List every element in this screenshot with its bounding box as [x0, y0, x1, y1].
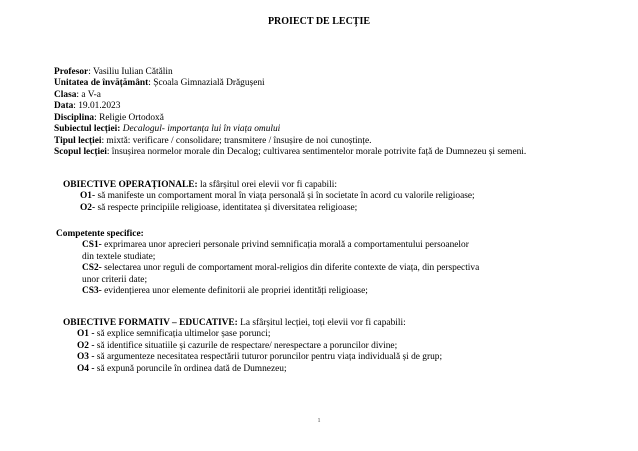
competence-item-cont: din textele studiate; — [82, 251, 156, 262]
info-data: Data: 19.01.2023 — [54, 101, 121, 112]
operational-heading-line: OBIECTIVE OPERAȚIONALE: la sfârșitul orei elevii vor fi capabili: — [63, 180, 337, 190]
info-tipul: Tipul lecției: mixtă: verificare / consolidare; transmitere / însușire de noi cunoștințe. — [54, 135, 372, 146]
formative-item: O4 - să expună poruncile în ordinea dată de Dumnezeu; — [77, 363, 287, 374]
info-profesor: Profesor: Vasiliu Iulian Cătălin — [54, 67, 173, 77]
objective-item: O1- să manifeste un comportament moral în viața personală și în societate în acord cu valorile religioase; — [80, 191, 475, 202]
formative-objectives — [63, 318, 442, 375]
competences-heading: Competente specifice: — [56, 229, 144, 239]
specific-competences — [56, 229, 479, 298]
objective-item: O2- să respecte principiile religioase, identitatea și diversitatea religioase; — [80, 202, 358, 213]
info-scopul: Scopul lecției: însușirea normelor morale din Decalog; cultivarea sentimentelor morale potrivite față de Dumnezeu și semeni. — [54, 147, 527, 158]
formative-item: O1 - să explice semnificația ultimelor șase porunci; — [77, 329, 271, 340]
competence-item: CS3- evidențierea unor elemente definitorii ale propriei identități religioase; — [82, 286, 368, 297]
competence-item: CS1- exprimarea unor aprecieri personale privind semnificația morală a comportamentului persoanelor — [82, 240, 469, 251]
formative-heading-line: OBIECTIVE FORMATIV – EDUCATIVE: La sfârșitul lecției, toți elevii vor fi capabili: — [63, 318, 406, 328]
info-unitatea: Unitatea de învățământ: Școala Gimnazială Drăgușeni — [54, 78, 265, 89]
competence-item-cont: unor criterii date; — [82, 274, 148, 285]
formative-item: O3 - să argumenteze necesitatea respectării tuturor poruncilor pentru viața individuală și de grup; — [77, 352, 443, 363]
info-clasa: Clasa: a V-a — [54, 89, 101, 100]
info-subiectul: Subiectul lecției: Decalogul- importanța lui în viața omului — [54, 124, 281, 135]
lesson-info — [54, 67, 526, 159]
page-number: 1 — [317, 418, 321, 424]
info-disciplina: Disciplina: Religie Ortodoxă — [54, 112, 164, 123]
competence-item: CS2- selectarea unor reguli de comportament moral-religios din diferite contexte de viața, din perspectiva — [82, 263, 480, 274]
formative-item: O2 - să identifice situatiile și cazurile de respectare/ nerespectare a poruncilor divine; — [77, 340, 398, 351]
document-title: PROIECT DE LECȚIE — [267, 16, 371, 27]
operational-objectives — [63, 180, 475, 214]
